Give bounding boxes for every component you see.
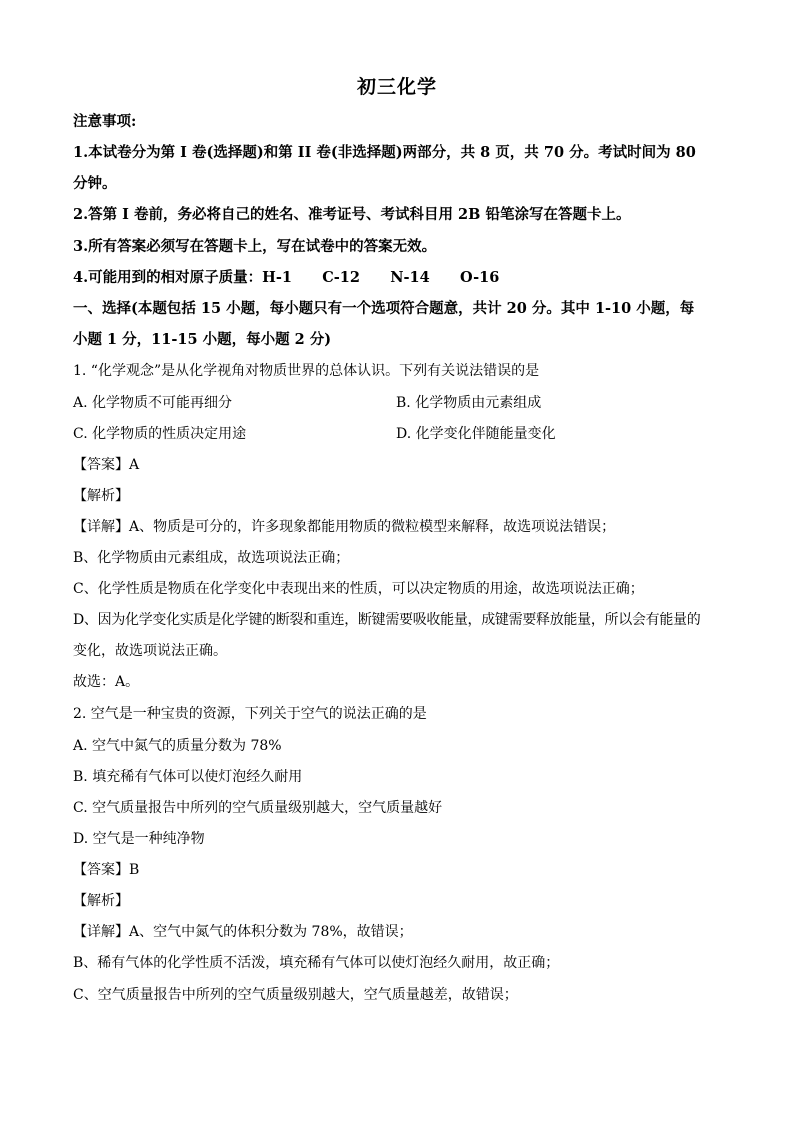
question-2-option-b: B. 填充稀有气体可以使灯泡经久耐用: [73, 769, 303, 785]
note-item: 4.可能用到的相对原子质量：H-1 C-12 N-14 O-16: [73, 269, 500, 286]
question-1-stem: 1. “化学观念”是从化学视角对物质世界的总体认识。下列有关说法错误的是: [73, 363, 540, 379]
question-1-option-c: C. 化学物质的性质决定用途: [73, 426, 247, 442]
question-1-detail: B、化学物质由元素组成，故选项说法正确；: [73, 550, 350, 566]
question-1-detail: D、因为化学变化实质是化学键的断裂和重连，断键需要吸收能量，成键需要释放能量，所以会有能量的: [73, 612, 701, 628]
question-1-detail: 故选：A。: [73, 674, 140, 690]
note-item: 1.本试卷分为第 I 卷(选择题)和第 II 卷(非选择题)两部分，共 8 页，共 70 分。考试时间为 80: [73, 144, 696, 161]
question-2-stem: 2. 空气是一种宝贵的资源，下列关于空气的说法正确的是: [73, 706, 427, 722]
question-2-option-a: A. 空气中氮气的质量分数为 78%: [73, 738, 282, 754]
question-2-detail: C、空气质量报告中所列的空气质量级别越大，空气质量越差，故错误；: [73, 987, 518, 1003]
question-1-detail: C、化学性质是物质在化学变化中表现出来的性质，可以决定物质的用途，故选项说法正确；: [73, 581, 644, 597]
section-heading: 一、选择(本题包括 15 小题，每小题只有一个选项符合题意，共计 20 分。其中 1-10 小题，每: [73, 300, 695, 317]
question-1-option-b: B. 化学物质由元素组成: [396, 395, 542, 411]
question-1-analysis: 【解析】: [73, 488, 129, 504]
question-1-answer: 【答案】A: [73, 457, 140, 473]
question-2-detail: 【详解】A、空气中氮气的体积分数为 78%，故错误；: [73, 924, 413, 940]
question-1-detail: 【详解】A、物质是可分的，许多现象都能用物质的微粒模型来解释，故选项说法错误；: [73, 519, 616, 535]
note-item: 2.答第 I 卷前，务必将自己的姓名、准考证号、考试科目用 2B 铅笔涂写在答题卡上。: [73, 206, 631, 223]
note-item: 3.所有答案必须写在答题卡上，写在试卷中的答案无效。: [73, 238, 437, 255]
question-2-option-d: D. 空气是一种纯净物: [73, 831, 205, 847]
section-heading-cont: 小题 1 分，11-15 小题，每小题 2 分): [73, 331, 332, 348]
question-1-option-a: A. 化学物质不可能再细分: [73, 395, 233, 411]
question-2-analysis: 【解析】: [73, 893, 129, 909]
question-2-option-c: C. 空气质量报告中所列的空气质量级别越大，空气质量越好: [73, 800, 443, 816]
note-item: 分钟。: [73, 175, 117, 192]
page-title: 初三化学: [356, 76, 437, 98]
question-2-answer: 【答案】B: [73, 862, 140, 878]
question-1-detail: 变化，故选项说法正确。: [73, 643, 227, 659]
question-2-detail: B、稀有气体的化学性质不活泼，填充稀有气体可以使灯泡经久耐用，故正确；: [73, 955, 560, 971]
question-1-option-d: D. 化学变化伴随能量变化: [396, 426, 556, 442]
notes-heading: 注意事项:: [73, 113, 137, 130]
